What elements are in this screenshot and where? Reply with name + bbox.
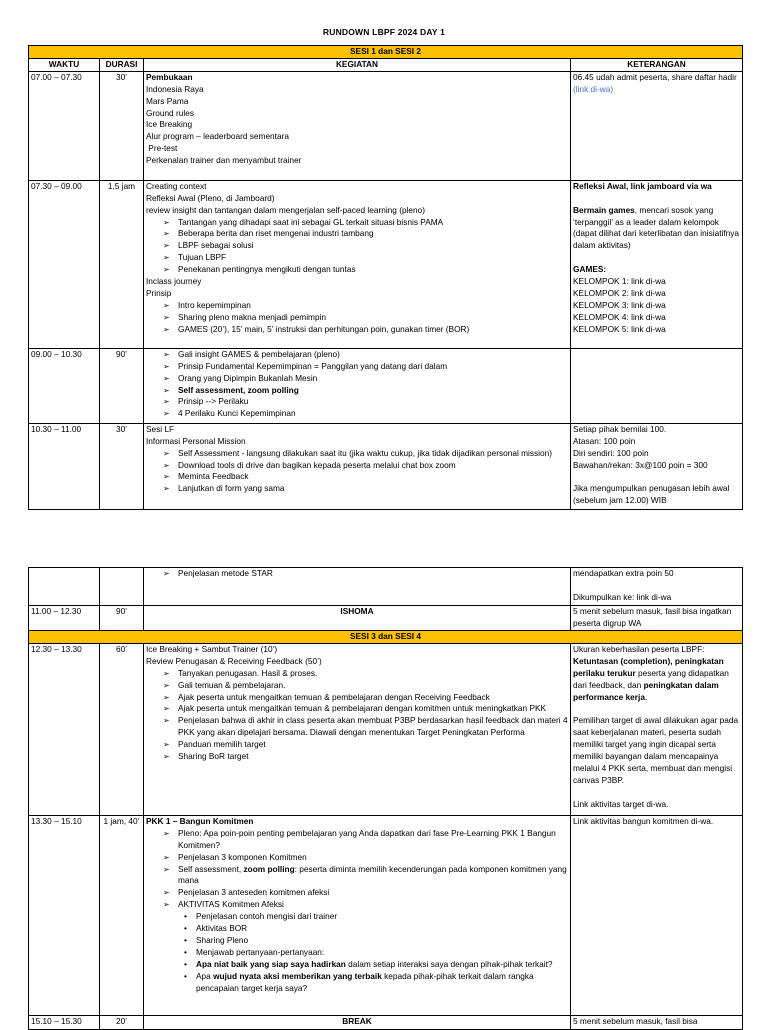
arrow-item: ➢ Meminta Feedback	[146, 471, 568, 483]
duration-cell: 20’	[100, 1015, 144, 1029]
arrow-item: ➢ Lanjutkan di form yang sama	[146, 483, 568, 495]
arrow-item: ➢ Ajak peserta untuk mengaitkan temuan & pembelajaran dengan Receiving Feedback	[146, 692, 568, 704]
col-keterangan: KETERANGAN	[571, 58, 743, 71]
activity-cell	[144, 71, 571, 180]
page-title: RUNDOWN LBPF 2024 DAY 1	[322, 27, 446, 37]
activity-cell: BREAK	[144, 1015, 571, 1029]
arrow-item: ➢ Tantangan yang dihadapi saat ini sebagai GL terkait situasi bisnis PAMA	[146, 217, 568, 229]
activity-line: Mars Pama	[146, 95, 189, 106]
note-bold: Bermain games	[573, 204, 635, 215]
arrow-item: ➢ Beberapa berita dan riset mengenai industri tambang	[146, 228, 568, 240]
bullet-item: • Aktivitas BOR	[146, 923, 568, 935]
arrow-item: ➢ Pleno: Apa poin-poin penting pembelajaran yang Anda dapatkan dari fase Pre-Learning PKK 1 Bangun Komitmen?	[146, 828, 568, 852]
session-header-row	[29, 631, 743, 644]
item-text: Self assessment,	[178, 863, 244, 874]
table-row	[29, 180, 743, 348]
bullet-item: • Menjawab pertanyaan-pertanyaan:	[146, 947, 568, 959]
link-di-wa[interactable]: (link di-wa)	[573, 83, 614, 94]
arrow-item: ➢ Sharing pleno makna menjadi pemimpin	[146, 312, 568, 324]
time-cell: 12.30 – 13.30	[29, 643, 100, 815]
group-link[interactable]: KELOMPOK 5: link di-wa	[573, 323, 666, 334]
arrow-item: ➢ LBPF sebagai solusi	[146, 240, 568, 252]
item-bold: Apa niat baik yang siap saya hadirkan	[196, 958, 346, 969]
table-row	[29, 568, 743, 606]
arrow-item: ➢ Penekanan pentingnya mengikuti dengan tuntas	[146, 264, 568, 276]
arrow-item: ➢ Download tools di drive dan bagikan kepada peserta melalui chat box zoom	[146, 460, 568, 472]
item-text: Apa	[196, 970, 214, 981]
table-row	[29, 643, 743, 815]
activity-line: Ground rules	[146, 107, 194, 118]
note-cell	[571, 348, 743, 423]
games-label: GAMES:	[573, 264, 607, 275]
note-cell: 5 menit sebelum masuk, fasil bisa	[571, 1015, 743, 1029]
table-row	[29, 1015, 743, 1029]
arrow-item: ➢ Sharing BoR target	[146, 751, 568, 763]
activity-line: Prinsip	[146, 287, 172, 298]
arrow-item: ➢ 4 Perilaku Kunci Kepemimpinan	[146, 408, 568, 420]
activity-line: Sesi LF	[146, 423, 175, 434]
note-text: Jika mengumpulkan penugasan lebih awal (sebelum jam 12.00) WIB	[573, 483, 730, 506]
activity-line: Ice Breaking + Sambut Trainer (10’)	[146, 643, 278, 654]
activity-line: Creating context	[146, 180, 207, 191]
activity-line: Perkenalan trainer dan menyambut trainer	[146, 155, 302, 166]
arrow-item: ➢ AKTIVITAS Komitmen Afeksi	[146, 899, 568, 911]
note-cell	[571, 180, 743, 348]
note-text: peserta yang didapatkan dari feedback, dan	[573, 667, 729, 690]
arrow-item: ➢ Gali temuan & pembelajaran.	[146, 680, 568, 692]
duration-cell	[100, 568, 144, 606]
note-cell	[571, 71, 743, 180]
arrow-item: ➢ Penjelasan 3 komponen Komitmen	[146, 852, 568, 864]
arrow-item: ➢ Self assessment, zoom polling	[146, 385, 568, 397]
note-line: mendapatkan extra poin 50	[573, 568, 674, 578]
item-bold: zoom polling	[243, 863, 295, 874]
activity-line: Alur program – leaderboard sementara	[146, 131, 289, 142]
note-text: .	[644, 691, 648, 702]
activity-line: Review Penugasan & Receiving Feedback (50’)	[146, 655, 322, 666]
note-line: Ukuran keberhasilan peserta LBPF:	[573, 643, 705, 654]
duration-cell: 1,5 jam	[100, 180, 144, 348]
note-line: Setiap pihak bernilai 100.	[573, 423, 667, 434]
time-cell: 15.10 – 15.30	[29, 1015, 100, 1029]
time-cell: 07.00 – 07.30	[29, 71, 100, 180]
arrow-item: ➢ Ajak peserta untuk mengaitkan temuan & pembelajaran dengan komitmen untuk meningkatkan PKK	[146, 703, 568, 715]
arrow-item: ➢ Intro kepemimpinan	[146, 300, 568, 312]
note-line[interactable]: Dikumpulkan ke: link di-wa	[573, 591, 672, 602]
table-row	[29, 348, 743, 423]
note-cell	[571, 568, 743, 606]
column-header-row	[29, 58, 743, 71]
session-label: SESI 1 dan SESI 2	[29, 46, 743, 59]
note-line: Diri sendiri: 100 poin	[573, 447, 649, 458]
note-heading: Refleksi Awal, link jamboard via wa	[573, 180, 712, 191]
activity-cell	[144, 180, 571, 348]
activity-line: Pre-test	[146, 143, 178, 154]
note-text: , mencari sosok yang ‘terpanggil’ as a leader dalam kelompok (dapat dilihat dari keterlibatan dan inisiatifnya dalam aktivitas)	[573, 204, 740, 251]
duration-cell: 90’	[100, 348, 144, 423]
activity-cell	[144, 568, 571, 606]
duration-cell: 30’	[100, 423, 144, 509]
table-row	[29, 815, 743, 1015]
group-link[interactable]: KELOMPOK 2: link di-wa	[573, 287, 666, 298]
activity-line: Refleksi Awal (Pleno, di Jamboard)	[146, 192, 275, 203]
note-text: Pemilihan target di awal dilakukan agar pada saat keberjalanan materi, peserta sudah memiliki target yang ingin dicapai serta memiliki bayangan dalam mencapainya melalui 4 PKK serta, membuat dan mengisi canvas P3BP.	[573, 715, 739, 785]
table-row	[29, 606, 743, 631]
duration-cell: 30’	[100, 71, 144, 180]
arrow-item: ➢ Orang yang Dipimpin Bukanlah Mesin	[146, 373, 568, 385]
arrow-item: ➢ Tanyakan penugasan. Hasil & proses.	[146, 668, 568, 680]
note-text: 06.45 udah admit peserta, share daftar hadir	[573, 71, 737, 82]
note-cell	[571, 423, 743, 509]
activity-line: Pembukaan	[146, 71, 193, 82]
arrow-item: ➢ Penjelasan 3 anteseden komitmen afeksi	[146, 887, 568, 899]
activity-line: Ice Breaking	[146, 119, 193, 130]
group-link[interactable]: KELOMPOK 3: link di-wa	[573, 299, 666, 310]
activity-line: review insight dan tantangan dalam mengerjalan self-paced learning (pleno)	[146, 204, 426, 215]
time-cell: 07.30 – 09.00	[29, 180, 100, 348]
time-cell	[29, 568, 100, 606]
rundown-table-page-2	[28, 567, 743, 1030]
note-line: Atasan: 100 poin	[573, 435, 636, 446]
activity-heading: PKK 1 – Bangun Komitmen	[146, 815, 254, 826]
col-waktu: WAKTU	[29, 58, 100, 71]
time-cell: 10.30 – 11.00	[29, 423, 100, 509]
time-cell: 13.30 – 15.10	[29, 815, 100, 1015]
note-bold: Ketuntasan (completion), peningkatan perilaku terukur	[573, 655, 724, 678]
note-bold: peningkatan dalam performance kerja	[573, 679, 719, 702]
activity-cell	[144, 348, 571, 423]
col-kegiatan: KEGIATAN	[144, 58, 571, 71]
arrow-item	[146, 864, 568, 888]
arrow-item: ➢ Prinsip --> Perilaku	[146, 396, 568, 408]
activity-cell	[144, 815, 571, 1015]
arrow-item: ➢ Self Assessment - langsung dilakukan saat itu (jika waktu cukup, jika tidak dijadikan personal mission)	[146, 448, 568, 460]
activity-line: Indonesia Raya	[146, 83, 204, 94]
duration-cell: 60’	[100, 643, 144, 815]
arrow-item: ➢ Penjelasan bahwa di akhir in class peserta akan membuat P3BP berdasarkan hasil feedback dan materi 4 PKK yang akan dipelajari bersama. Diawali dengan menentukan Target Peningkatan Performa	[146, 715, 568, 739]
session-header-row	[29, 46, 743, 59]
duration-cell: 1 jam, 40’	[100, 815, 144, 1015]
activity-line: Informasi Personal Mission	[146, 435, 246, 446]
col-durasi: DURASI	[100, 58, 144, 71]
activity-cell	[144, 643, 571, 815]
item-text: kepada pihak-pihak terkait dalam rangka pencapaian target kerja saya?	[196, 970, 534, 993]
activity-line: Inclass journey	[146, 276, 202, 287]
group-link[interactable]: KELOMPOK 4: link di-wa	[573, 311, 666, 322]
item-text: : peserta diminta memilih kecenderungan pada komponen komitmen yang mana	[178, 863, 567, 886]
bullet-item	[146, 971, 568, 995]
bullet-item: • Sharing Pleno	[146, 935, 568, 947]
time-cell: 11.00 – 12.30	[29, 606, 100, 631]
time-cell: 09.00 – 10.30	[29, 348, 100, 423]
activity-cell	[144, 423, 571, 509]
arrow-item: ➢ Panduan memilih target	[146, 739, 568, 751]
item-text: dalam setiap interaksi saya dengan pihak-pihak terkait?	[345, 958, 553, 969]
arrow-item: ➢ Penjelasan metode STAR	[146, 568, 568, 580]
rundown-table-page-1	[28, 45, 743, 510]
table-row	[29, 423, 743, 509]
group-link[interactable]: KELOMPOK 1: link di-wa	[573, 276, 666, 287]
arrow-item: ➢ Tujuan LBPF	[146, 252, 568, 264]
table-row	[29, 71, 743, 180]
activity-cell: ISHOMA	[144, 606, 571, 631]
note-cell	[571, 643, 743, 815]
duration-cell: 90’	[100, 606, 144, 631]
item-bold: wujud nyata aksi memberikan yang terbaik	[213, 970, 382, 981]
arrow-item: ➢ Gali insight GAMES & pembelajaran (pleno)	[146, 349, 568, 361]
note-line: Bawahan/rekan: 3x@100 poin = 300	[573, 459, 708, 470]
arrow-item: ➢ GAMES (20’), 15’ main, 5’ instruksi dan perhitungan poin, gunakan timer (BOR)	[146, 324, 568, 336]
note-link[interactable]: Link aktivitas target di-wa.	[573, 798, 669, 809]
bullet-item: • Penjelasan contoh mengisi dari trainer	[146, 911, 568, 923]
arrow-item: ➢ Prinsip Fundamental Kepemimpinan = Panggilan yang datang dari dalam	[146, 361, 568, 373]
note-cell: 5 menit sebelum masuk, fasil bisa ingatkan peserta digrup WA	[571, 606, 743, 631]
session-label: SESI 3 dan SESI 4	[29, 631, 743, 644]
bullet-item	[146, 959, 568, 971]
note-cell: Link aktivitas bangun komitmen di-wa.	[571, 815, 743, 1015]
